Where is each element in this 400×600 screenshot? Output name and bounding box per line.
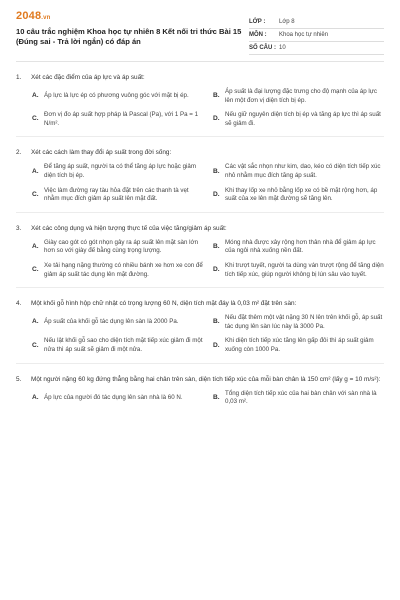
question-item <box>16 375 384 407</box>
answer-option[interactable] <box>213 163 384 180</box>
option-label: A. <box>32 92 39 100</box>
question-item <box>16 224 384 288</box>
option-text: Việc làm đường ray tàu hỏa đặt trên các thanh tà vẹt nhằm mục đích giảm áp suất lên mặt đất. <box>44 186 189 203</box>
question-item <box>16 73 384 137</box>
meta-key: MÔN : <box>249 32 267 38</box>
option-label: C. <box>32 341 39 349</box>
answer-option[interactable] <box>213 390 384 407</box>
option-text: Nếu lật khối gỗ sao cho diện tích mặt tiếp xúc giảm đi một nửa thì áp suất sẽ giảm đi một nửa. <box>44 337 203 353</box>
option-text: Tổng diện tích tiếp xúc của hai bàn chân với sàn nhà là 0,03 m². <box>225 389 377 406</box>
option-text: Áp suất của khối gỗ tác dụng lên sàn là 2000 Pa. <box>44 318 179 326</box>
option-label: B. <box>213 318 220 326</box>
question-number: 4. <box>16 300 22 308</box>
option-label: C. <box>32 115 39 123</box>
question-divider <box>16 287 384 288</box>
answer-options <box>16 390 384 407</box>
meta-row <box>249 42 384 55</box>
option-label: A. <box>32 243 39 251</box>
answer-option[interactable] <box>213 111 384 128</box>
option-text: Để tăng áp suất, người ta có thể tăng áp lực hoặc giảm diện tích bị ép. <box>44 163 196 179</box>
question-divider <box>16 363 384 364</box>
answer-option[interactable] <box>213 262 384 279</box>
option-text: Áp suất là đại lượng đặc trưng cho độ mạnh của áp lực lên một đơn vị diện tích bị ép. <box>225 88 378 104</box>
option-label: A. <box>32 318 39 326</box>
option-label: C. <box>32 266 39 274</box>
answer-option[interactable] <box>32 239 203 256</box>
question-list <box>0 73 400 407</box>
meta-key: SỐ CÂU : <box>249 45 276 51</box>
option-label: A. <box>32 393 39 401</box>
meta-row <box>249 16 384 29</box>
option-text: Đơn vị đo áp suất hợp pháp là Pascal (Pa), với 1 Pa = 1 N/m². <box>44 111 199 127</box>
meta-value: Khoa học tự nhiên <box>279 32 329 38</box>
question-stem <box>16 375 384 384</box>
option-text: Khi diện tích tiếp xúc tăng lên gấp đôi thì áp suất giảm xuống còn 1000 Pa. <box>225 337 374 353</box>
question-item <box>16 299 384 363</box>
answer-option[interactable] <box>213 88 384 105</box>
question-divider <box>16 136 384 137</box>
meta-key: LỚP : <box>249 19 266 25</box>
question-text: Xét các cách làm thay đổi áp suất trong đời sống: <box>31 149 172 157</box>
answer-option[interactable] <box>32 262 203 279</box>
document-header <box>0 0 400 55</box>
question-item <box>16 148 384 212</box>
option-label: D. <box>213 266 220 274</box>
meta-row <box>249 29 384 42</box>
option-label: B. <box>213 92 220 100</box>
answer-option[interactable] <box>213 314 384 331</box>
question-number: 3. <box>16 224 22 232</box>
meta-table <box>249 16 384 55</box>
answer-options <box>16 163 384 203</box>
option-text: Áp lực của người đó tác dụng lên sàn nhà là 60 N. <box>44 393 183 401</box>
question-stem <box>16 299 384 308</box>
question-stem <box>16 224 384 233</box>
question-stem <box>16 148 384 157</box>
option-label: B. <box>213 167 220 175</box>
answer-option[interactable] <box>213 337 384 354</box>
option-label: D. <box>213 115 220 123</box>
answer-options <box>16 88 384 128</box>
option-text: Giày cao gót có gót nhọn gây ra áp suất lên mặt sàn lớn hơn so với giày đế bằng cùng trọng lượng. <box>44 238 199 255</box>
meta-value: Lớp 8 <box>279 19 295 25</box>
answer-options <box>16 314 384 354</box>
answer-option[interactable] <box>32 187 203 204</box>
site-logo[interactable]: 2048.vn <box>16 10 51 22</box>
header-divider <box>16 61 384 62</box>
answer-option[interactable] <box>32 390 203 407</box>
answer-option[interactable] <box>32 88 203 105</box>
question-text: Xét các công dụng và hiện tượng thực tế của việc tăng/giảm áp suất: <box>31 224 227 232</box>
option-text: Nếu đặt thêm một vật nặng 30 N lên trên khối gỗ, áp suất tác dụng lên sàn lúc này là 3000 Pa. <box>225 314 383 330</box>
question-text: Xét các đặc điểm của áp lực và áp suất: <box>31 74 145 81</box>
question-divider <box>16 212 384 213</box>
option-text: Nếu giữ nguyên diện tích bị ép và tăng áp lực thì áp suất sẽ giảm đi. <box>225 111 381 127</box>
option-text: Áp lực là lực ép có phương vuông góc với mặt bị ép. <box>44 92 189 100</box>
option-label: C. <box>32 190 39 198</box>
option-label: D. <box>213 190 220 198</box>
option-label: A. <box>32 167 39 175</box>
question-text: Một khối gỗ hình hộp chữ nhật có trọng lượng 60 N, diện tích mặt đáy là 0,03 m² đặt trên sàn: <box>31 300 297 308</box>
question-number: 5. <box>16 375 22 383</box>
question-stem <box>16 73 384 82</box>
option-text: Khi trượt tuyết, người ta dùng ván trượt rộng để tăng diện tích tiếp xúc, giúp người không bị lún sâu vào tuyết. <box>225 261 384 278</box>
option-text: Khi thay lốp xe nhỏ bằng lốp xe có bề mặt rộng hơn, áp suất của xe lên mặt đường sẽ tăng lên. <box>225 186 378 203</box>
answer-options <box>16 239 384 279</box>
option-label: B. <box>213 243 220 251</box>
option-text: Xe tải hạng nặng thường có nhiều bánh xe hơn xe con để giảm áp suất tác dụng lên mặt đường. <box>44 261 203 278</box>
answer-option[interactable] <box>213 239 384 256</box>
answer-option[interactable] <box>32 337 203 354</box>
page-title: 10 câu trắc nghiệm Khoa học tự nhiên 8 Kết nối tri thức Bài 15 (Đúng sai - Trả lời ngắn) có đáp án <box>16 27 242 46</box>
option-text: Móng nhà được xây rộng hơn thân nhà để giảm áp lực của ngôi nhà xuống nền đất. <box>225 238 376 255</box>
answer-option[interactable] <box>32 163 203 180</box>
question-number: 2. <box>16 149 22 157</box>
option-label: B. <box>213 393 220 401</box>
answer-option[interactable] <box>32 314 203 331</box>
answer-option[interactable] <box>213 187 384 204</box>
option-text: Các vật sắc nhọn như kim, dao, kéo có diện tích tiếp xúc nhỏ nhằm mục đích tăng áp suất. <box>225 163 381 179</box>
meta-value: 10 <box>279 45 286 51</box>
option-label: D. <box>213 341 220 349</box>
answer-option[interactable] <box>32 111 203 128</box>
question-text: Một người nặng 60 kg đứng thẳng bằng hai chân trên sàn, diện tích tiếp xúc của mỗi bàn chân là 150 cm² (lấy g = 10 m/s²): <box>31 375 381 383</box>
question-number: 1. <box>16 74 22 81</box>
